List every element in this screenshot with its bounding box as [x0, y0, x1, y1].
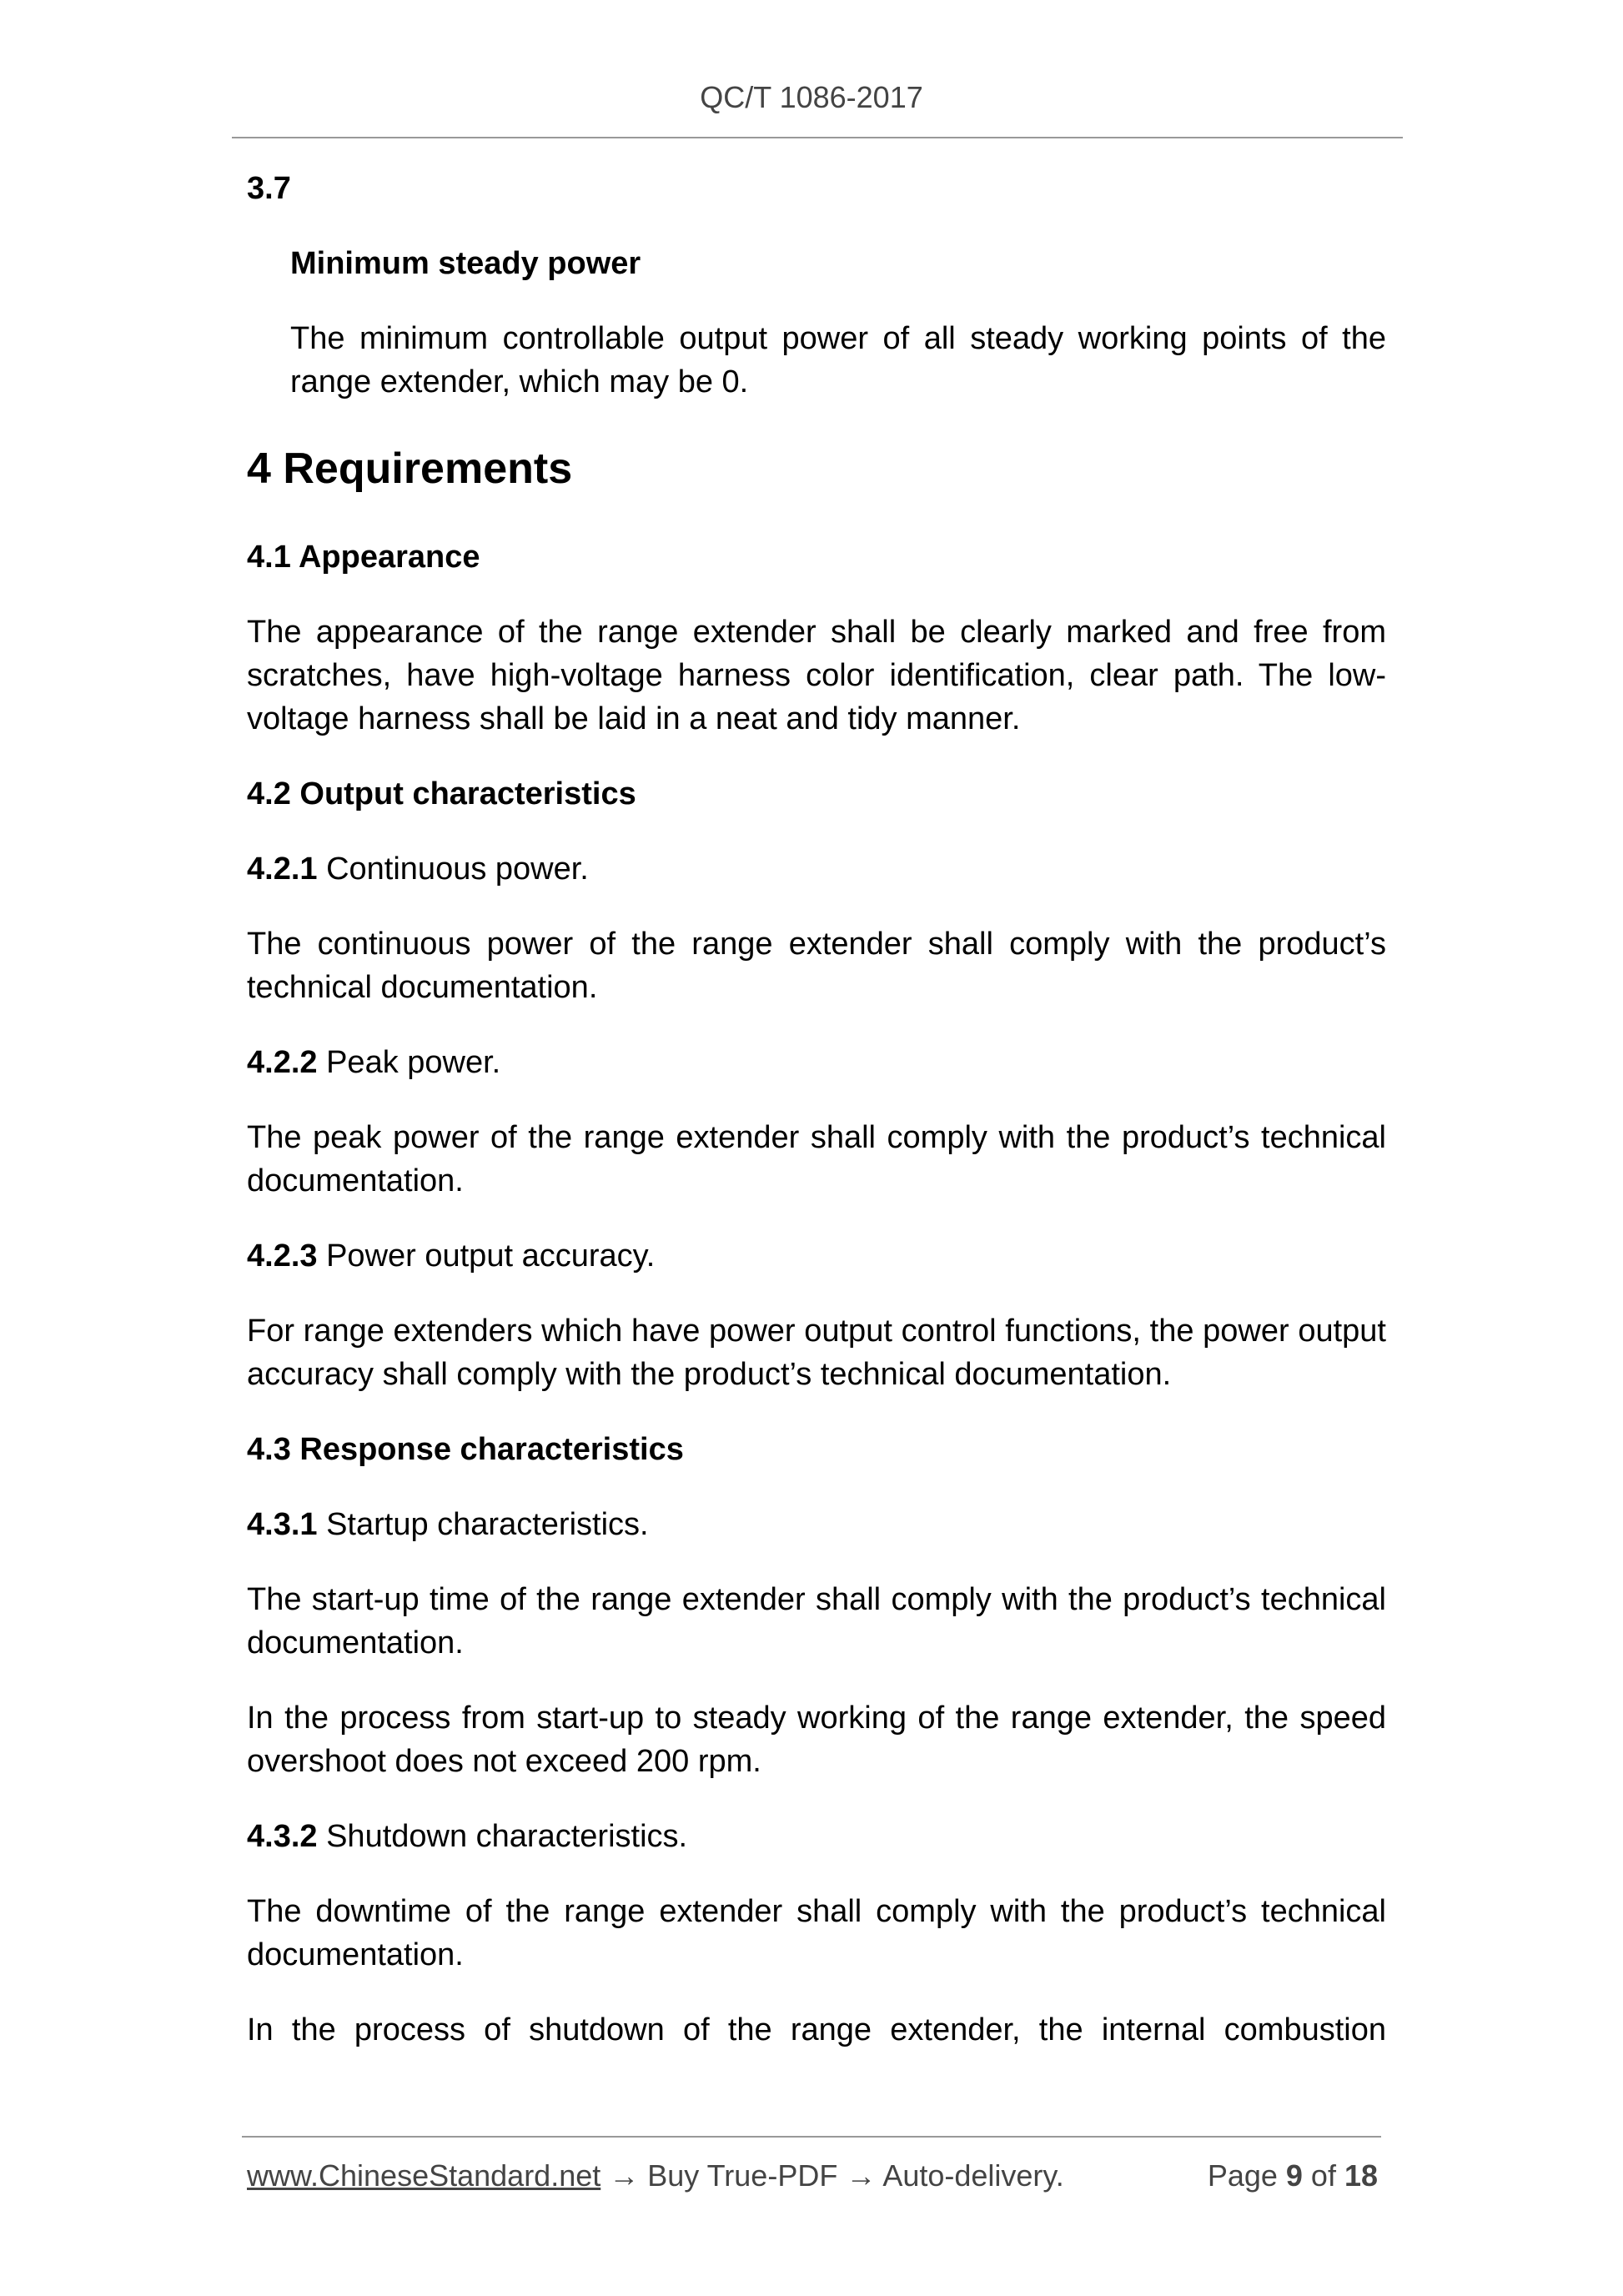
shutdown-process-paragraph: In the process of shutdown of the range extender, the internal combustion	[247, 2012, 1386, 2047]
clause-label: Startup characteristics.	[317, 1507, 649, 1542]
appearance-paragraph: The appearance of the range extender shall be clearly marked and free from scratches, have high-voltage harness color identification, clear path. The low-voltage harness shall be laid in a neat and tidy manner.	[247, 615, 1386, 736]
clause-startup	[247, 1503, 1386, 1546]
peak-power-paragraph: The peak power of the range extender shall comply with the product’s technical documentation.	[247, 1120, 1386, 1198]
subsection-heading-output: 4.2 Output characteristics	[247, 776, 636, 811]
clause-number: 4.2.3	[247, 1238, 318, 1274]
page-of: of	[1302, 2158, 1344, 2193]
page-content	[247, 167, 1386, 2083]
footer-promo-text: → Buy True-PDF → Auto-delivery.	[600, 2158, 1064, 2193]
page-label: Page	[1207, 2158, 1286, 2193]
continuous-power-paragraph: The continuous power of the range extender shall comply with the product’s technical documentation.	[247, 927, 1386, 1005]
page-indicator	[1208, 2158, 1378, 2193]
clause-number: 4.2.2	[247, 1045, 318, 1080]
term-definition: The minimum controllable output power of all steady working points of the range extender, which may be 0.	[290, 321, 1386, 399]
clause-number: 4.2.1	[247, 852, 318, 887]
header-title: QC/T 1086-2017	[700, 80, 923, 114]
clause-peak-power	[247, 1041, 1386, 1084]
term-title: Minimum steady power	[290, 246, 641, 281]
header-divider	[232, 137, 1403, 138]
startup-time-paragraph: The start-up time of the range extender shall comply with the product’s technical documentation.	[247, 1582, 1386, 1660]
clause-label: Power output accuracy.	[317, 1238, 656, 1274]
subsection-heading-appearance: 4.1 Appearance	[247, 540, 480, 575]
clause-label: Peak power.	[317, 1045, 501, 1080]
clause-power-output-accuracy	[247, 1234, 1386, 1278]
startup-overshoot-paragraph: In the process from start-up to steady working of the range extender, the speed overshoot does not exceed 200 rpm.	[247, 1701, 1386, 1779]
clause-number: 4.3.2	[247, 1819, 318, 1854]
clause-number-3-7: 3.7	[247, 171, 291, 206]
clause-label: Shutdown characteristics.	[317, 1819, 688, 1854]
clause-label: Continuous power.	[317, 852, 589, 887]
section-heading-requirements: 4 Requirements	[247, 445, 573, 493]
downtime-paragraph: The downtime of the range extender shall comply with the product’s technical documentation.	[247, 1894, 1386, 1972]
clause-continuous-power	[247, 847, 1386, 891]
footer-divider	[242, 2136, 1381, 2138]
subsection-heading-response: 4.3 Response characteristics	[247, 1432, 684, 1467]
clause-number: 4.3.1	[247, 1507, 318, 1542]
footer	[247, 2158, 1378, 2193]
website-link[interactable]: www.ChineseStandard.net	[247, 2158, 601, 2193]
page-current: 9	[1285, 2158, 1303, 2193]
clause-shutdown	[247, 1815, 1386, 1858]
page-total: 18	[1344, 2158, 1378, 2193]
power-output-accuracy-paragraph: For range extenders which have power output control functions, the power output accuracy shall comply with the product’s technical documentation.	[247, 1314, 1386, 1392]
footer-left	[247, 2158, 1064, 2193]
